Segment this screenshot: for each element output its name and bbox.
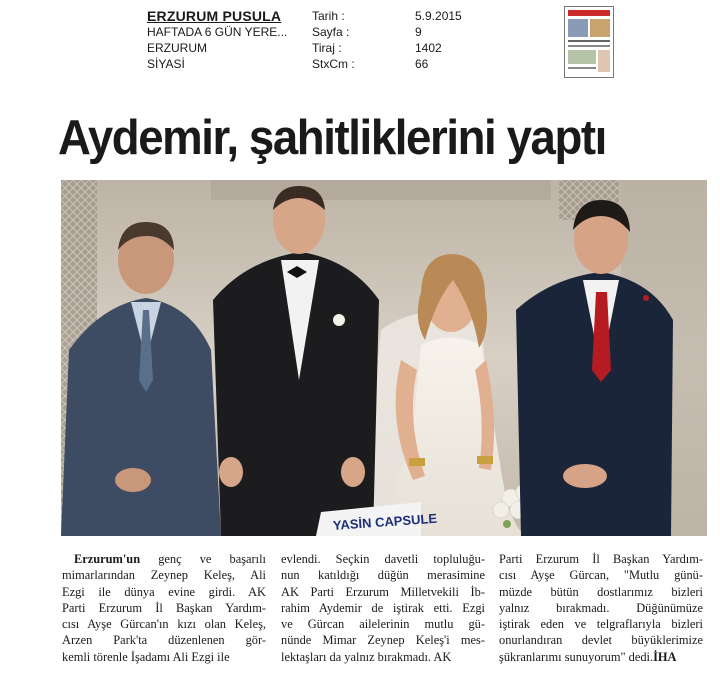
news-photo: [61, 180, 707, 536]
article-line: yalnız bırakmadı. Düğünümüze: [499, 600, 703, 615]
clipping-header: [147, 8, 467, 72]
article-body: [62, 551, 710, 681]
field-label-circulation: Tiraj :: [312, 41, 342, 55]
article-line: mimarlarından Zeynep Keleş, Ali: [62, 568, 266, 583]
field-value-stxcm: 66: [415, 57, 429, 71]
article-line: Arzen Park'ta düzenlenen gör-: [62, 633, 266, 648]
photo-banner-text: YASİN CAPSULE: [332, 510, 438, 533]
field-label-date: Tarih :: [312, 9, 345, 23]
field-value-date: 5.9.2015: [415, 9, 462, 23]
headline: Aydemir, şahitliklerini yaptı: [58, 111, 606, 165]
field-label-stxcm: StxCm :: [312, 57, 355, 71]
article-line: şükranlarımı sunuyorum" dedi.İHA: [499, 649, 677, 664]
article-line: iştirak eden ve telgraflarıyla bizleri: [499, 617, 703, 632]
article-line: nünde Mimar Zeynep Keleş'i mes-: [281, 633, 485, 648]
publication-city: ERZURUM: [147, 41, 207, 55]
publication-category: SİYASİ: [147, 57, 185, 71]
article-line: lektaşları da yalnız bırakmadı. AK: [281, 649, 452, 664]
article-line: onurlandıran devlet büyüklerimize: [499, 633, 703, 648]
article-line: Ezgi ile dünya evine girdi. AK: [62, 584, 266, 599]
field-label-page: Sayfa :: [312, 25, 350, 39]
article-column-3: [499, 551, 703, 665]
article-line: ve Gürcan ailelerinin mutlu gü-: [281, 617, 485, 632]
publication-name: ERZURUM PUSULA: [147, 8, 282, 24]
field-value-circulation: 1402: [415, 41, 442, 55]
article-line: rahim Aydemir de iştirak etti. Ezgi: [281, 600, 485, 615]
article-line: cısı Ayşe Gürcan'ın kızı olan Keleş,: [62, 617, 266, 632]
article-line: AK Parti Erzurum Milletvekili İb-: [281, 584, 485, 599]
article-line: nun katıldığı düğün merasimine: [281, 568, 485, 583]
agency-credit: İHA: [653, 649, 677, 664]
article-line: müzde bütün dostlarımız bizleri: [499, 584, 703, 599]
article-line: cısı Ayşe Gürcan, "Mutlu günü-: [499, 568, 703, 583]
article-line: Parti Erzurum İl Başkan Yardım-: [62, 600, 266, 615]
field-value-page: 9: [415, 25, 422, 39]
article-column-1: [62, 551, 266, 665]
article-line: evlendi. Seçkin davetli topluluğu-: [281, 552, 485, 566]
article-line: kemli törenle İşadamı Ali Ezgi ile: [62, 649, 230, 664]
article-column-2: [281, 551, 485, 665]
publication-frequency: HAFTADA 6 GÜN YERE...: [147, 25, 288, 39]
article-line: Parti Erzurum İl Başkan Yardım-: [499, 552, 703, 566]
article-line: Erzurum'un genç ve başarılı: [74, 552, 266, 566]
page-thumbnail[interactable]: [564, 6, 614, 78]
